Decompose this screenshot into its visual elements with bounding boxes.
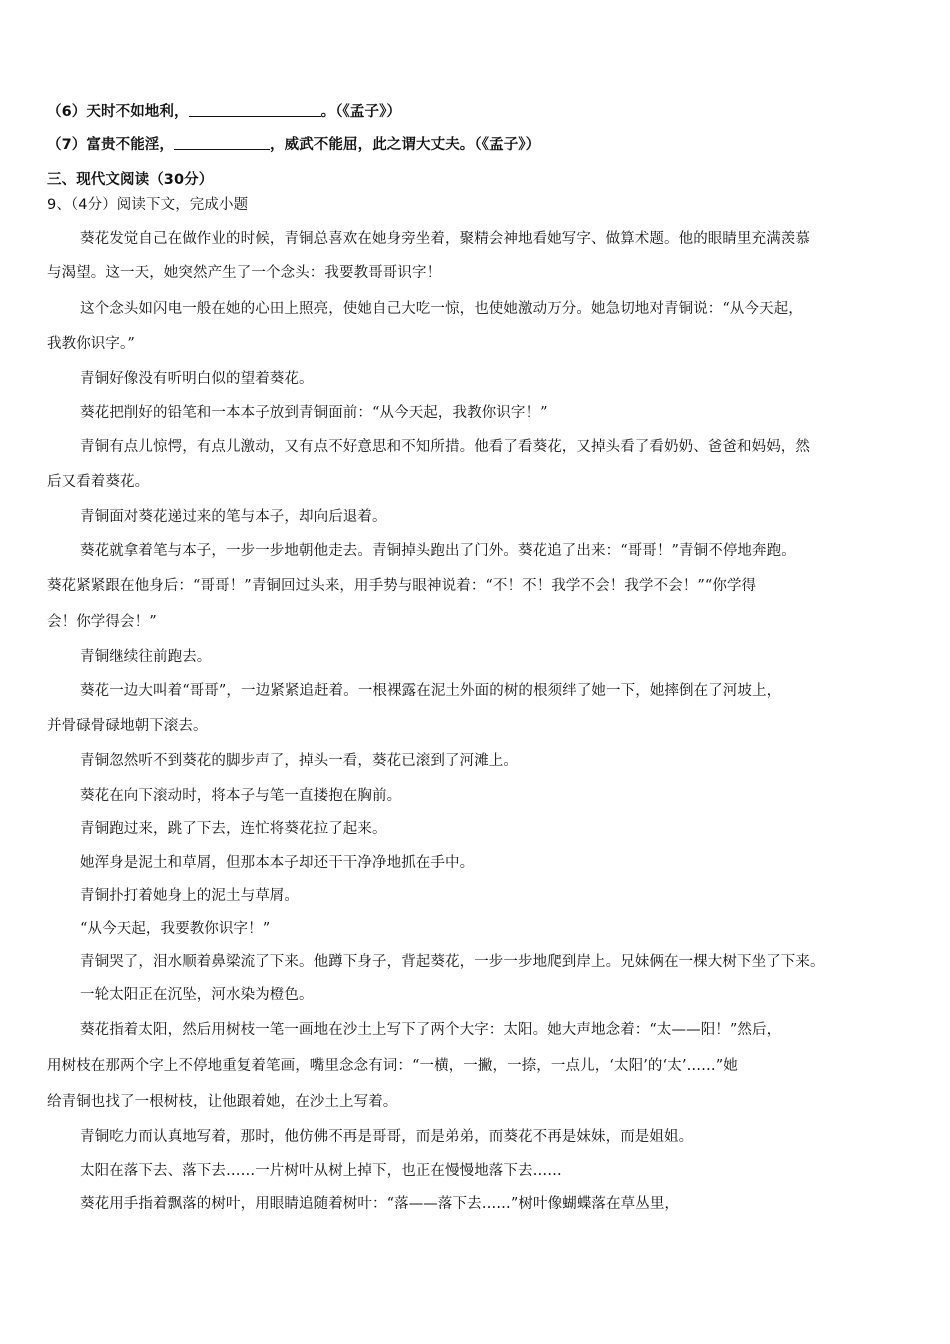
passage-line: 我教你识字。” [47,336,135,352]
passage-line: 青铜忽然听不到葵花的脚步声了，掉头一看，葵花已滚到了河滩上。 [80,753,518,769]
passage-line: 与渴望。这一天，她突然产生了一个念头：我要教哥哥识字！ [47,265,442,281]
passage-line: 葵花发觉自己在做作业的时候，青铜总喜欢在她身旁坐着，聚精会神地看她写字、做算术题。他的眼睛里充满羡慕 [80,231,810,247]
passage-line: 青铜哭了，泪水顺着鼻梁流了下来。他蹲下身子，背起葵花，一步一步地爬到岸上。兄妹俩在一棵大树下坐了下来。 [80,954,825,970]
passage-line: 青铜继续往前跑去。 [80,649,212,665]
passage-line: 后又看着葵花。 [47,474,150,490]
question-6-suffix: 。（《孟子》） [320,104,402,120]
answer-blank-7[interactable] [174,135,270,150]
passage-line: 用树枝在那两个字上不停地重复着笔画，嘴里念念有词：“一横，一撇，一捺，一点儿，‘太阳’的‘太’……”她 [47,1058,738,1074]
passage-line: 给青铜也找了一根树枝，让他跟着她，在沙土上写着。 [47,1094,398,1110]
question-7 [47,135,917,155]
passage-line: 一轮太阳正在沉坠，河水染为橙色。 [80,987,314,1003]
passage-line: 葵花一边大叫着“哥哥”，一边紧紧追赶着。一根裸露在泥土外面的树的根须绊了她一下，她摔倒在了河坡上， [80,683,782,699]
passage-line: “从今天起，我要教你识字！” [80,921,271,937]
passage-line: 她浑身是泥土和草屑，但那本本子却还干干净净地抓在手中。 [80,855,475,871]
question-6-prefix: （6）天时不如地利， [47,104,189,120]
section-title: 三、现代文阅读（30分） [47,172,214,188]
question-7-suffix: ，威武不能屈，此之谓大丈夫。（《孟子》） [270,137,541,153]
passage-line: 葵花紧紧跟在他身后：“哥哥！”青铜回过头来，用手势与眼神说着：“不！不！我学不会！我学不会！”“你学得 [47,578,757,594]
passage-line: 葵花用手指着飘落的树叶，用眼睛追随着树叶：“落——落下去……”树叶像蝴蝶落在草丛里， [80,1196,680,1212]
passage-line: 青铜好像没有听明白似的望着葵花。 [80,371,314,387]
question-9-prompt: 9、（4分）阅读下文，完成小题 [47,197,249,213]
passage-line: 青铜有点儿惊愕，有点儿激动，又有点不好意思和不知所措。他看了看葵花，又掉头看了看奶奶、爸爸和妈妈，然 [80,439,810,455]
question-6 [47,102,917,122]
passage-line: 葵花就拿着笔与本子，一步一步地朝他走去。青铜掉头跑出了门外。葵花追了出来：“哥哥！”青铜不停地奔跑。 [80,543,796,559]
passage-line: 青铜扑打着她身上的泥土与草屑。 [80,888,299,904]
passage-line: 青铜面对葵花递过来的笔与本子，却向后退着。 [80,509,387,525]
passage-line: 葵花把削好的铅笔和一本本子放到青铜面前：“从今天起，我教你识字！” [80,405,548,421]
passage-line: 青铜吃力而认真地写着，那时，他仿佛不再是哥哥，而是弟弟，而葵花不再是妹妹，而是姐姐。 [80,1129,694,1145]
question-7-prefix: （7）富贵不能淫， [47,137,174,153]
passage-line: 葵花指着太阳，然后用树枝一笔一画地在沙土上写下了两个大字：太阳。她大声地念着：“太——阳！”然后， [80,1022,782,1038]
answer-blank-6[interactable] [189,102,321,117]
passage-line: 这个念头如闪电一般在她的心田上照亮，使她自己大吃一惊，也使她激动万分。她急切地对青铜说：“从今天起， [80,301,803,317]
passage-line: 并骨碌骨碌地朝下滚去。 [47,718,208,734]
passage-line: 青铜跑过来，跳了下去，连忙将葵花拉了起来。 [80,821,387,837]
passage-line: 葵花在向下滚动时，将本子与笔一直搂抱在胸前。 [80,788,402,804]
passage-line: 会！你学得会！” [47,614,157,630]
passage-line: 太阳在落下去、落下去……一片树叶从树上掉下，也正在慢慢地落下去…… [80,1163,562,1179]
